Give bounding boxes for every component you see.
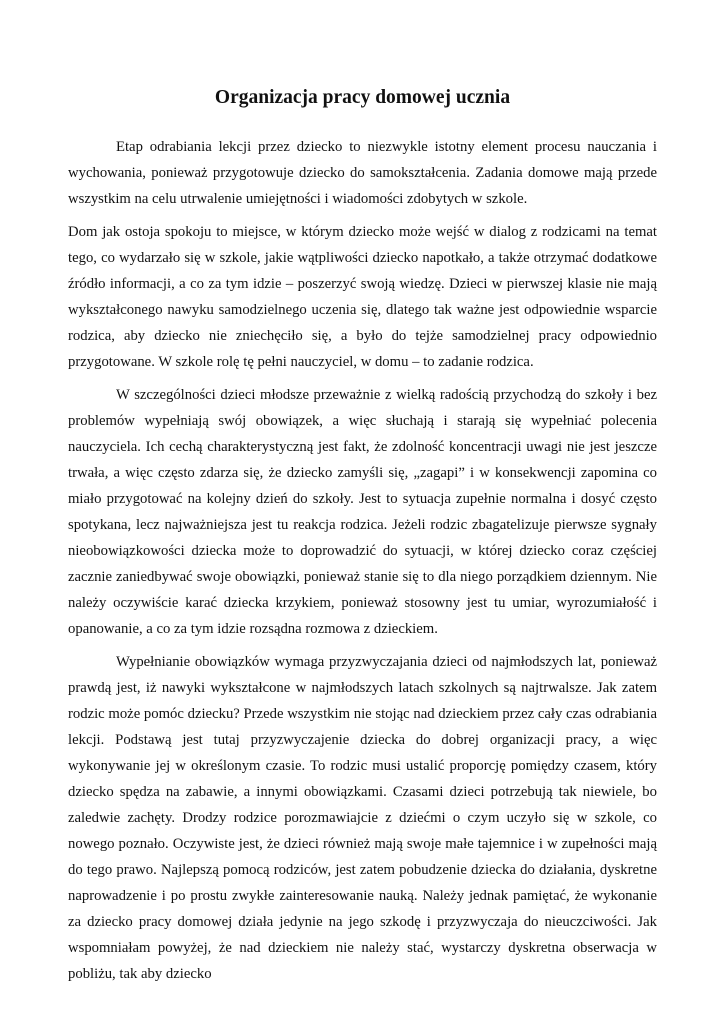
document-title: Organizacja pracy domowej ucznia xyxy=(214,87,511,108)
paragraph-3: W szczególności dzieci młodsze przeważnie z wielką radością przychodzą do szkoły i bez problemów wypełniają swój obowiązek, a więc słuchają i starają się wypełniać polecenia nauczyciela. Ich cechą charakterystyczną jest fakt, że zdolność koncentracji uwagi nie jest jeszcze trwała, a więc często zdarza się, że dziecko zamyśli się, „zagapi” i w konsekwencji zapomina co miało przygotować na kolejny dzień do szkoły. Jest to sytuacja zupełnie normalna i dosyć często spotykana, lecz najważniejsza jest tu reakcja rodzica. Jeżeli rodzic zbagatelizuje pierwsze sygnały nieobowiązkowości dziecka może to doprowadzić do sytuacji, w której dziecko coraz częściej zacznie zaniedbywać swoje obowiązki, ponieważ stanie się to dla niego porządkiem dziennym. Nie należy oczywiście karać dziecka krzykiem, ponieważ stosowny jest tu umiar, wyrozumiałość i opanowanie, a co za tym idzie rozsądna rozmowa z dzieckiem. xyxy=(68,387,657,637)
paragraph-2: Dom jak ostoja spokoju to miejsce, w którym dziecko może wejść w dialog z rodzicami na temat tego, co wydarzało się w szkole, jakie wątpliwości dziecko napotkało, a także otrzymać dodatkowe źródło informacji, a co za tym idzie – poszerzyć swoją wiedzę. Dzieci w pierwszej klasie nie mają wykształconego nawyku samodzielnego uczenia się, dlatego tak ważne jest odpowiednie wsparcie rodzica, aby dziecko nie zniechęciło się, a było do tejże samodzielnej pracy odpowiednio przygotowane. W szkole rolę tę pełni nauczyciel, w domu – to zadanie rodzica. xyxy=(68,224,657,370)
paragraph-4: Wypełnianie obowiązków wymaga przyzwyczajania dzieci od najmłodszych lat, ponieważ prawdą jest, iż nawyki wykształcone w najmłodszych latach szkolnych są najtrwalsze. Jak zatem rodzic może pomóc dziecku? Przede wszystkim nie stojąc nad dzieckiem przez cały czas odrabiania lekcji. Podstawą jest tutaj przyzwyczajenie dziecka do dobrej organizacji pracy, a więc wykonywanie jej w określonym czasie. To rodzic musi ustalić proporcję pomiędzy czasem, który dziecko spędza na zabawie, a innymi obowiązkami. Czasami dzieci potrzebują tak niewiele, bo zaledwie zachęty. Drodzy rodzice porozmawiajcie z dziećmi o czym uczyło się w szkole, co nowego poznało. Oczywiste jest, że dzieci również mają swoje małe tajemnice i w zupełności mają do tego prawo. Najlepszą pomocą rodziców, jest zatem pobudzenie dziecka do działania, dyskretne naprowadzenie i po prostu zwykłe zainteresowanie nauką. Należy jednak pamiętać, że wykonanie za dziecko pracy domowej działa jedynie na jego szkodę i przyzwyczaja do nieuczciwości. Jak wspomniałam powyżej, że nad dzieckiem nie należy stać, wystarczy dyskretna obserwacja w pobliżu, tak aby dziecko xyxy=(68,654,657,982)
paragraph-1: Etap odrabiania lekcji przez dziecko to niezwykle istotny element procesu nauczania i wychowania, ponieważ przygotowuje dziecko do samokształcenia. Zadania domowe mają przede wszystkim na celu utrwalenie umiejętności i wiadomości zdobytych w szkole. xyxy=(68,139,657,207)
